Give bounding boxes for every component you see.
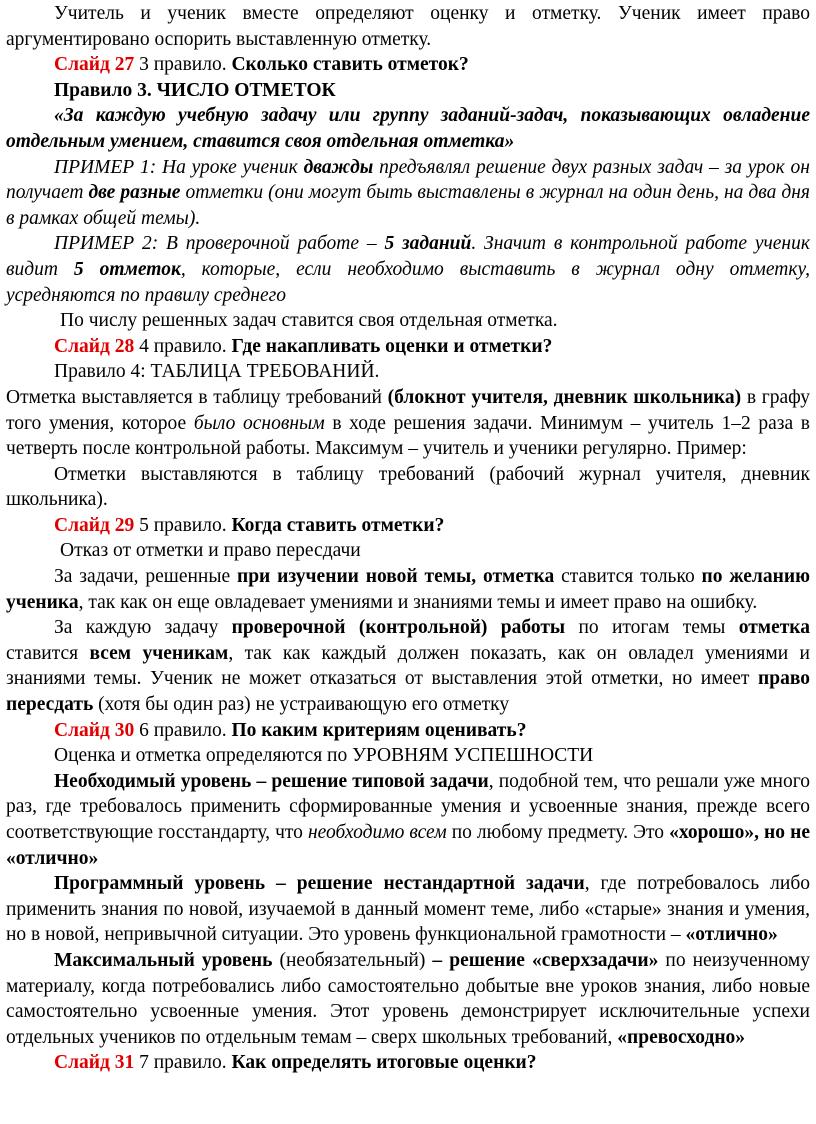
rule-4-title: Правило 4: ТАБЛИЦА ТРЕБОВАНИЙ. [54, 361, 380, 383]
slide-27-label: Слайд 27 [54, 54, 135, 76]
rule-3-quote: «За каждую учебную задачу или группу заданий-задач, показывающих овладение отдельным умением, ставится своя отдельная отметка» [6, 105, 810, 152]
rule-3-title: Правило 3. ЧИСЛО ОТМЕТОК [54, 79, 336, 101]
level-necessary: Необходимый уровень – решение типовой задачи, подобной тем, что решали уже много раз, где требовалось применить сформированные умения и усвоенные знания, прежде всего соответствующие госстандарту, что необходимо всем по любому предмету. Это «хорошо», но не «отлично» [6, 770, 810, 869]
intro-paragraph: Учитель и ученик вместе определяют оценку и отметку. Ученик имеет право аргументировано оспорить выставленную отметку. [6, 3, 810, 50]
example-2: ПРИМЕР 2: В проверочной работе – 5 заданий. Значит в контрольной работе ученик видит 5 отметок, которые, если необходимо выставить в журнал одну отметку, усредняются по правилу среднего [6, 233, 811, 306]
rule-5-paragraph-a: За задачи, решенные при изучении новой темы, отметка ставится только по желанию ученика, так как он еще овладевает умениями и знаниями темы и имеет право на ошибку. [6, 566, 810, 613]
rule-5-paragraph-b: За каждую задачу проверочной (контрольной) работы по итогам темы отметка ставится всем ученикам, так как каждый должен показать, как он овладел умениями и знаниями темы. Ученик не может отказаться от выставления этой отметки, но имеет право пересдать (хотя бы один раз) не устраивающую его отметку [6, 617, 810, 716]
rule-4-paragraph: Отметка выставляется в таблицу требований (блокнот учителя, дневник школьника) в графу того умения, которое было основным в ходе решения задачи. Минимум – учитель 1–2 раза в четверть после контрольной работы. Максимум – учитель и ученики регулярно. Пример: [6, 386, 811, 460]
slide-29-question: Когда ставить отметки? [231, 514, 445, 536]
slide-28-question: Где накапливать оценки и отметки? [231, 335, 553, 357]
level-program: Программный уровень – решение нестандартной задачи, где потребовалось либо применить знания по новой, изучаемой в данный момент теме, либо «старые» знания и умения, но в новой, непривычной ситуации. Это уровень функциональной грамотности – «отлично» [6, 873, 810, 946]
slide-30-question: По каким критериям оценивать? [231, 719, 527, 741]
slide-28-label: Слайд 28 [54, 335, 135, 357]
count-paragraph: По числу решенных задач ставится своя отдельная отметка. [60, 310, 558, 332]
slide-28-heading: Слайд 28 4 правило. Где накапливать оценки и отметки? [54, 335, 553, 357]
slide-31-label: Слайд 31 [54, 1052, 135, 1074]
slide-31-heading: Слайд 31 7 правило. Как определять итоговые оценки? [54, 1052, 537, 1074]
slide-29-heading: Слайд 29 5 правило. Когда ставить отметки? [54, 514, 445, 536]
level-maximum: Максимальный уровень (необязательный) – решение «сверхзадачи» по неизученному материалу, когда потребовались либо самостоятельно добытые вне уроков знания, либо новые самостоятельно усвоенные умения. Этот уровень демонстрирует исключительные успехи отдельных учеников по отдельным темам – сверх школьных требований, «превосходно» [6, 949, 810, 1048]
slide-27-question: Сколько ставить отметок? [231, 54, 469, 76]
slide-27-heading: Слайд 27 3 правило. Сколько ставить отметок? [54, 54, 469, 76]
slide-30-heading: Слайд 30 6 правило. По каким критериям оценивать? [54, 719, 527, 741]
slide-30-label: Слайд 30 [54, 719, 135, 741]
slide-31-question: Как определять итоговые оценки? [231, 1052, 537, 1074]
example-1: ПРИМЕР 1: На уроке ученик дважды предъявлял решение двух разных задач – за урок он получает две разные отметки (они могут быть выставлены в журнал на один день, на два дня в рамках общей темы). [6, 156, 811, 229]
rule-4-example: Отметки выставляются в таблицу требований (рабочий журнал учителя, дневник школьника). [6, 463, 810, 511]
rule-5-title: Отказ от отметки и право пересдачи [60, 540, 361, 562]
slide-29-label: Слайд 29 [54, 514, 135, 536]
rule-6-title: Оценка и отметка определяются по УРОВНЯМ УСПЕШНОСТИ [54, 745, 594, 767]
